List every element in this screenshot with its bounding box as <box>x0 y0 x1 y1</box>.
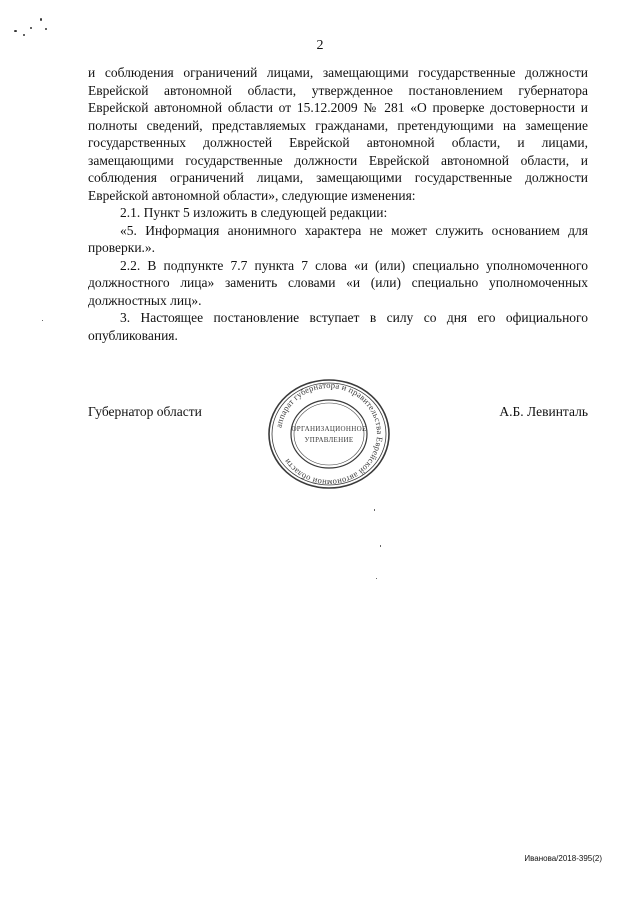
document-body <box>88 64 588 344</box>
paragraph-2-1: 2.1. Пункт 5 изложить в следующей редакции: <box>120 205 388 220</box>
page-number: 2 <box>316 38 324 53</box>
scan-speck <box>14 30 17 32</box>
scan-speck <box>376 578 377 579</box>
scan-speck <box>23 34 25 36</box>
svg-text:УПРАВЛЕНИЕ: УПРАВЛЕНИЕ <box>304 436 354 444</box>
signer-name: А.Б. Левинталь <box>499 404 588 419</box>
svg-text:ОРГАНИЗАЦИОННОЕ: ОРГАНИЗАЦИОННОЕ <box>291 425 367 433</box>
scan-speck <box>374 509 375 511</box>
scan-speck <box>45 28 47 30</box>
official-seal <box>263 378 395 490</box>
scan-speck <box>30 27 32 29</box>
scan-speck <box>40 18 42 21</box>
scan-speck <box>380 545 381 547</box>
scan-speck <box>42 320 43 321</box>
paragraph-intro: и соблюдения ограничений лицами, замещающими государственные должности Еврейской автономной области, утвержденное постановлением губернатора Еврейской автономной области от 15.12.2009 № 281 «О проверке достоверности и полноты сведений, представляемых гражданами, претендующими на замещение государственных должностей Еврейской автономной области, и лицами, замещающими государственные должности Еврейской автономной области, и соблюдения ограничений лицами, замещающими государственные должности Еврейской автономной области», следующие изменения: <box>88 65 588 203</box>
paragraph-3: 3. Настоящее постановление вступает в силу со дня его официального опубликования. <box>88 310 588 343</box>
paragraph-2-2: 2.2. В подпункте 7.7 пункта 7 слова «и (или) специально уполномоченного должностного лица» заменить словами «и (или) специально уполномоченных должностных лиц». <box>88 257 588 308</box>
signer-position: Губернатор области <box>88 404 202 419</box>
footer-code: Иванова/2018-395(2) <box>524 854 602 863</box>
svg-text:аппарат губернатора и правител: аппарат губернатора и правительства Еврейской автономной области <box>273 379 386 489</box>
paragraph-2-1-text: «5. Информация анонимного характера не может служить основанием для проверки.». <box>88 222 588 255</box>
